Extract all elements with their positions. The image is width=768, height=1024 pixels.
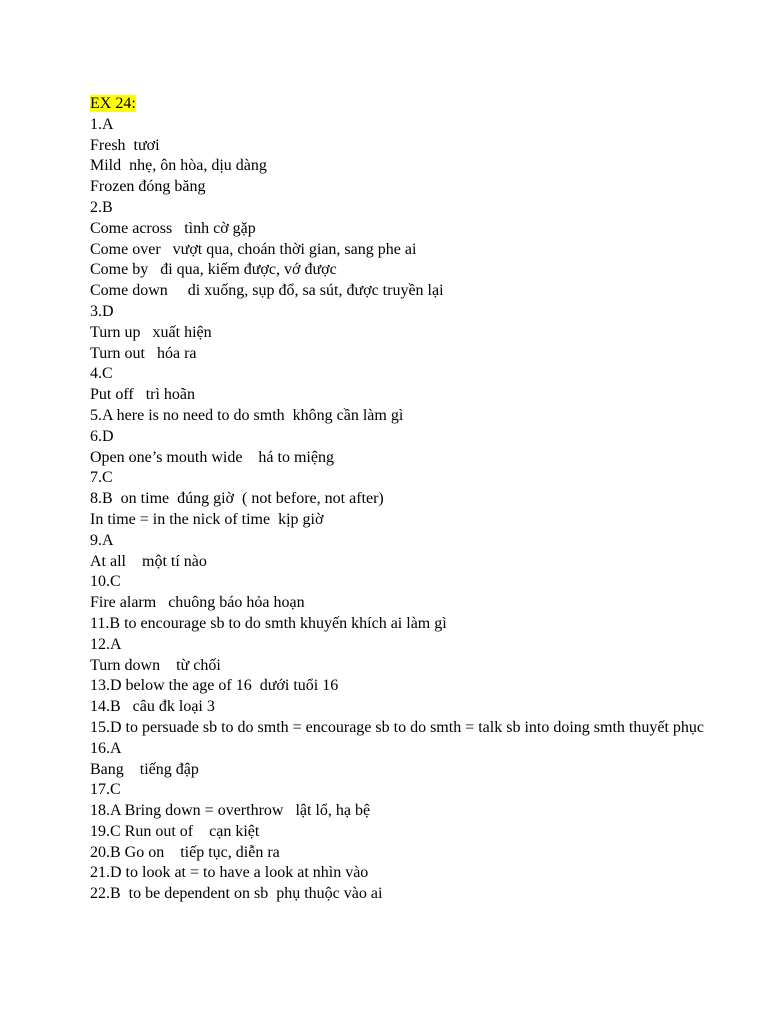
answer-line: Fire alarm chuông báo hỏa hoạn [90,594,305,612]
answer-line: 3.D [90,302,114,320]
answer-line: 10.C [90,573,121,591]
answer-line: 9.A [90,531,114,549]
exercise-heading: EX 24: [90,95,136,112]
answer-line: 21.D to look at = to have a look at nhìn vào [90,864,369,882]
answer-line: 4.C [90,365,113,383]
answer-line: 8.B on time đúng giờ ( not before, not after) [90,490,384,508]
answer-line: Turn out hóa ra [90,344,197,362]
answer-line: 15.D to persuade sb to do smth = encourage sb to do smth = talk sb into doing smth thuyết phục [90,718,704,736]
answer-line: Come across tình cờ gặp [90,219,256,237]
answer-line: Fresh tươi [90,136,160,154]
answer-line: 11.B to encourage sb to do smth khuyến khích ai làm gì [90,614,447,632]
answer-line: 2.B [90,198,113,216]
document-body [90,94,730,905]
answer-line: 20.B Go on tiếp tục, diễn ra [90,843,280,861]
answer-line: 12.A [90,635,122,653]
answer-line: 18.A Bring down = overthrow lật lổ, hạ bệ [90,802,371,820]
answer-line: 16.A [90,739,122,757]
answer-line: Mild nhẹ, ôn hòa, dịu dàng [90,157,267,175]
answer-line: 19.C Run out of cạn kiệt [90,822,260,840]
answer-line: 6.D [90,427,114,445]
answer-line: Come over vượt qua, choán thời gian, sang phe ai [90,240,417,258]
answer-line: Turn down từ chối [90,656,221,674]
answer-line: Bang tiếng đập [90,760,199,778]
answer-line: 22.B to be dependent on sb phụ thuộc vào ai [90,885,383,903]
answer-line: Come by đi qua, kiếm được, vớ được [90,261,337,279]
answer-line: Frozen đóng băng [90,178,206,196]
answer-line: 1.A [90,115,114,133]
answer-line: 13.D below the age of 16 dưới tuổi 16 [90,677,339,695]
answer-line: Turn up xuất hiện [90,323,212,341]
answer-line: Come down di xuống, sụp đổ, sa sút, được truyền lại [90,282,444,300]
answer-line-wrapped: 14.B câu đk loại 3 [90,698,215,716]
answer-line: In time = in the nick of time kịp giờ [90,510,324,528]
answer-line: 17.C [90,781,121,799]
answer-line: 7.C [90,469,113,487]
answer-line: Open one’s mouth wide há to miệng [90,448,334,466]
answer-line: Put off trì hoãn [90,386,196,404]
answer-line: 5.A here is no need to do smth không cần làm gì [90,406,404,424]
answer-line: At all một tí nào [90,552,207,570]
exercise-heading-line [90,94,730,115]
